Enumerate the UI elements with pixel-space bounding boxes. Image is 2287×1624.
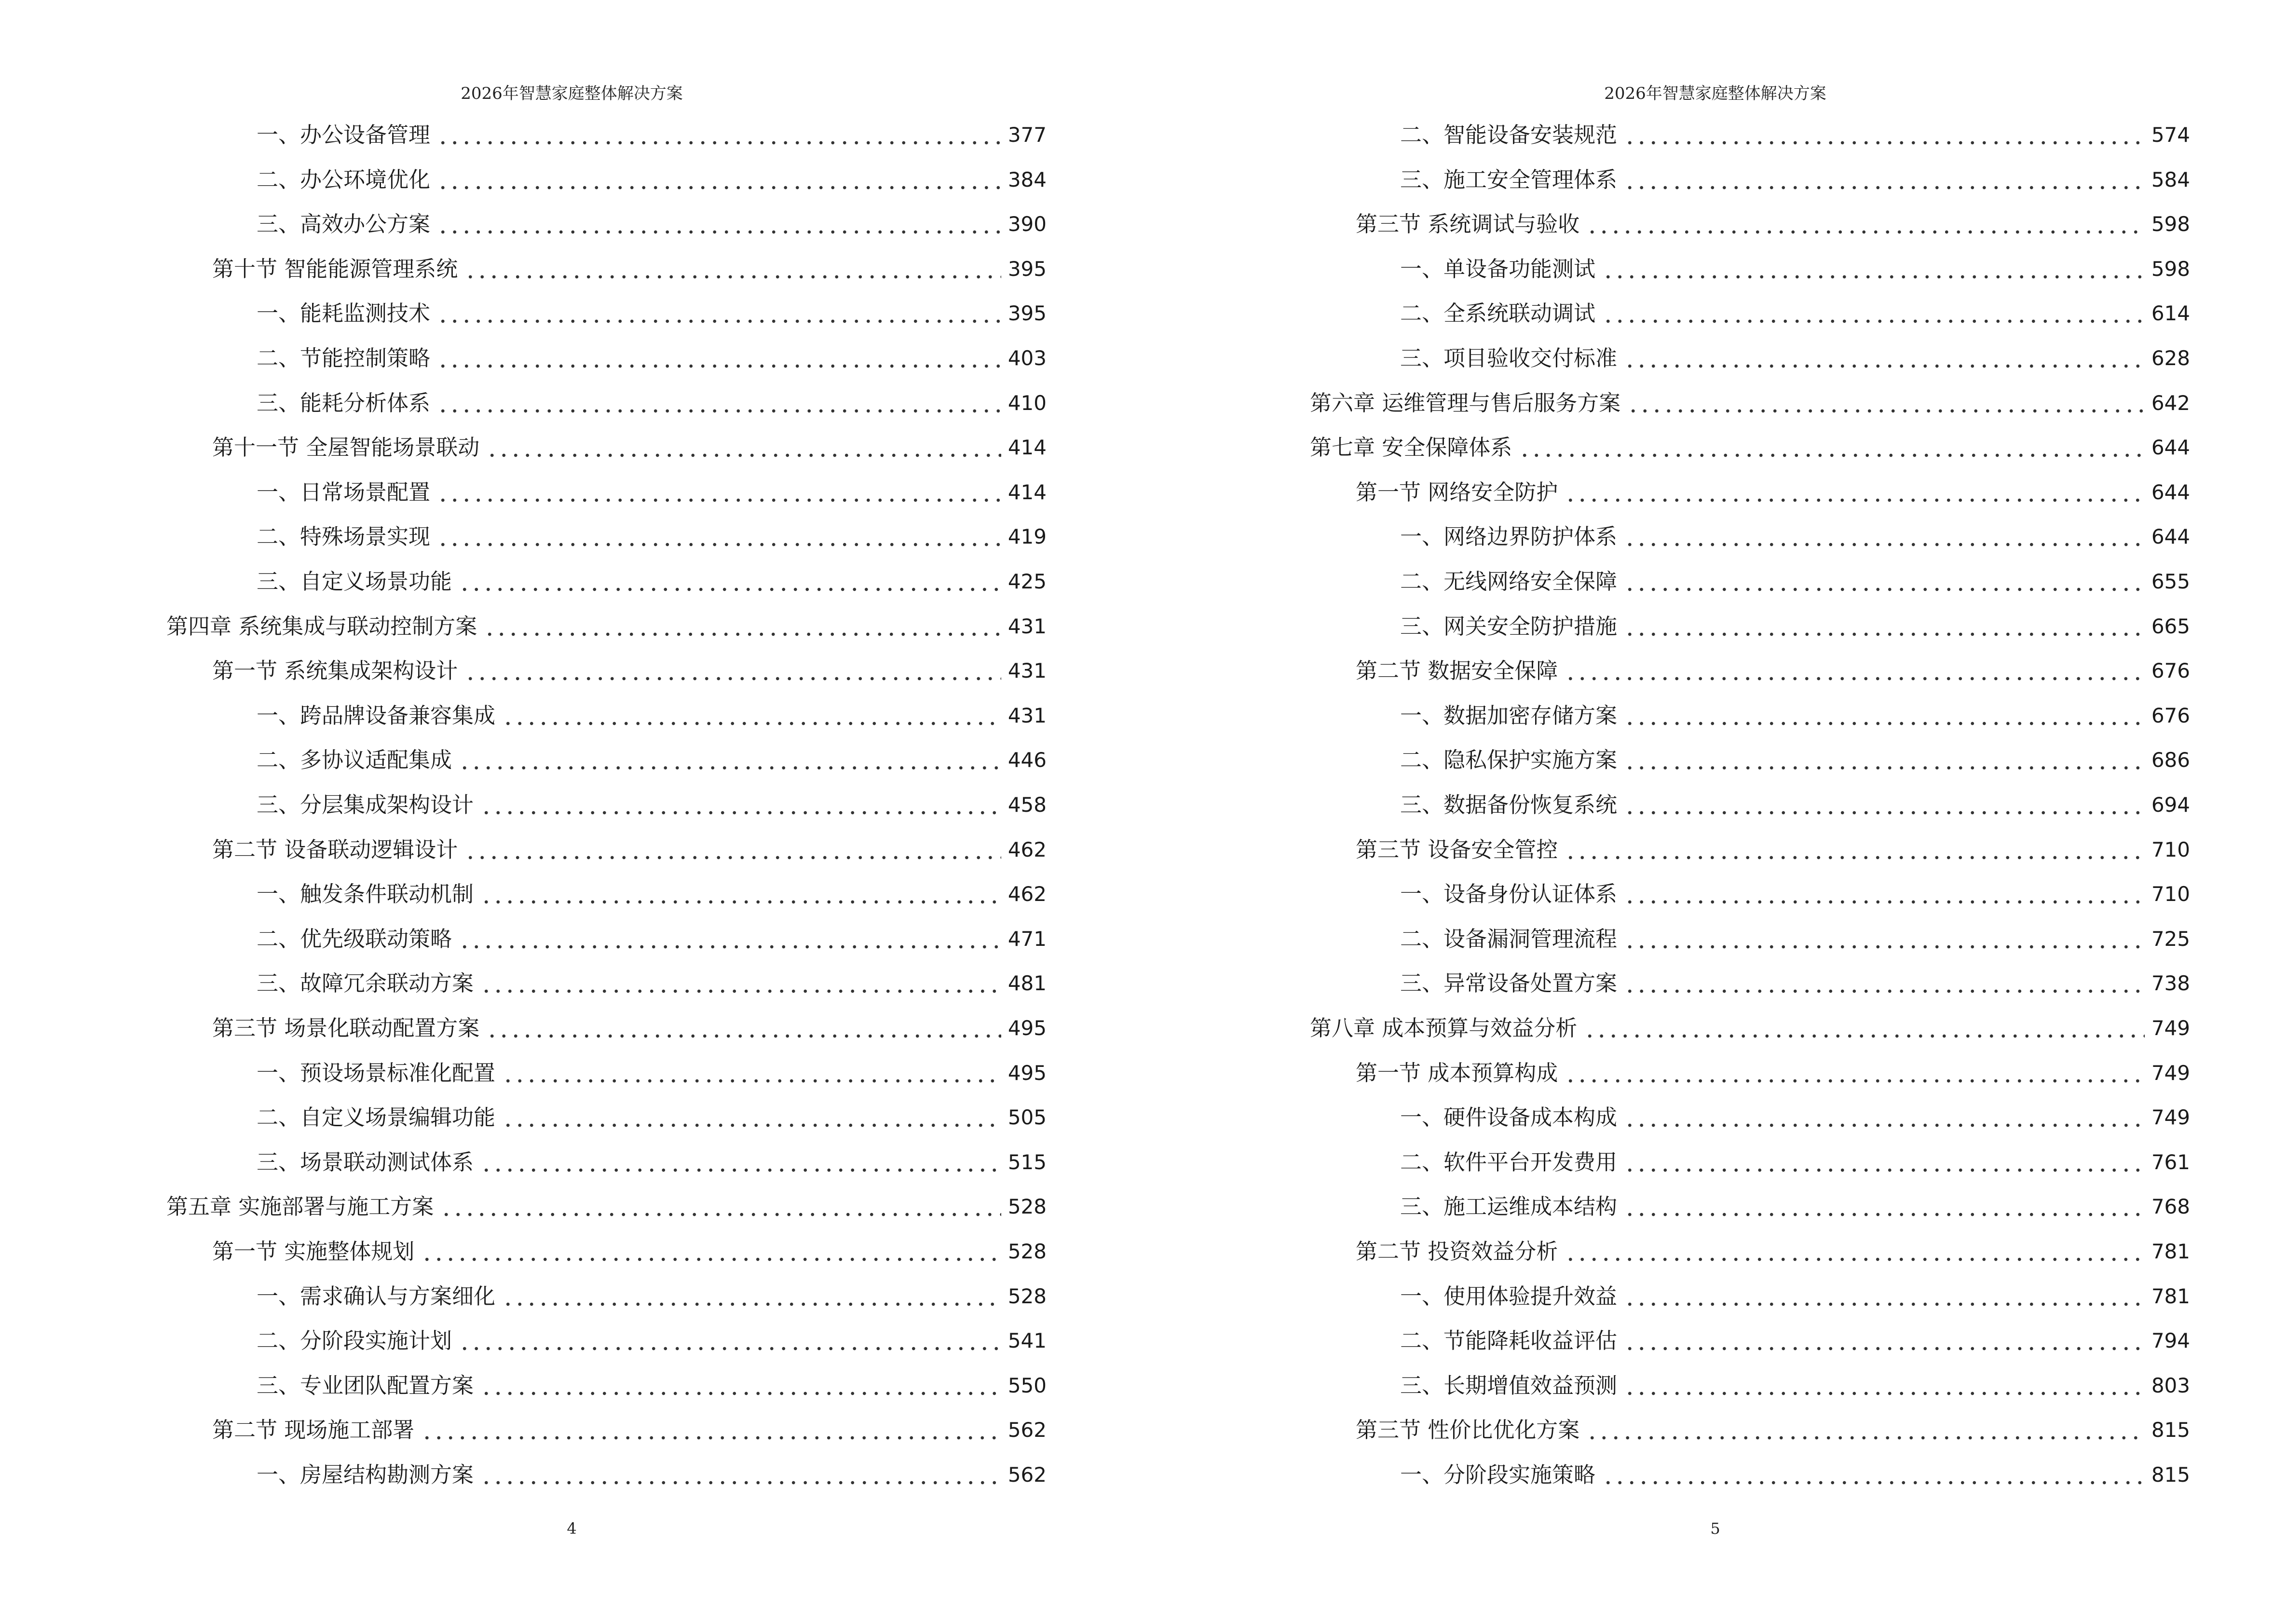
- dot-leader: [1624, 1192, 2145, 1221]
- toc-entry[interactable]: [257, 1460, 1047, 1489]
- toc-entry-page: 471: [1007, 927, 1047, 951]
- dot-leader: [459, 1326, 1001, 1355]
- toc-entry-title: 三、施工运维成本结构: [1400, 1194, 1618, 1220]
- dot-leader: [480, 880, 1001, 909]
- toc-entry-page: 414: [1007, 436, 1047, 460]
- toc-entry[interactable]: [1310, 1014, 2190, 1043]
- dot-leader: [437, 478, 1001, 507]
- dot-leader: [1624, 746, 2145, 775]
- dot-leader: [1624, 880, 2145, 909]
- dot-leader: [1602, 1460, 2145, 1489]
- toc-entry[interactable]: [1400, 1460, 2190, 1489]
- dot-leader: [1624, 1282, 2145, 1311]
- dot-leader: [1624, 121, 2145, 150]
- toc-entry[interactable]: [257, 880, 1047, 909]
- toc-entry-page: 676: [2151, 703, 2190, 727]
- toc-entry[interactable]: [257, 701, 1047, 730]
- toc-entry-page: 410: [1007, 391, 1047, 415]
- toc-entry[interactable]: [212, 1416, 1047, 1445]
- toc-entry[interactable]: [257, 969, 1047, 998]
- toc-entry[interactable]: [1310, 433, 2190, 462]
- toc-entry-page: 749: [2151, 1016, 2190, 1040]
- toc-page-right: [1144, 0, 2287, 1624]
- toc-entry-page: 794: [2151, 1329, 2190, 1353]
- dot-leader: [502, 1103, 1001, 1132]
- toc-entry-page: 414: [1007, 480, 1047, 504]
- dot-leader: [480, 969, 1001, 998]
- toc-entry-page: 550: [1007, 1373, 1047, 1397]
- dot-leader: [437, 389, 1001, 418]
- toc-entry[interactable]: [257, 1371, 1047, 1400]
- toc-entry-title: 三、长期增值效益预测: [1400, 1372, 1618, 1398]
- toc-entry-title: 二、办公环境优化: [257, 166, 431, 192]
- toc-entry-page: 676: [2151, 659, 2190, 683]
- dot-leader: [1565, 656, 2145, 685]
- toc-entry-page: 495: [1007, 1016, 1047, 1040]
- toc-entry-title: 一、办公设备管理: [257, 122, 431, 148]
- toc-entry-title: 第二节 设备联动逻辑设计: [212, 836, 458, 862]
- toc-entry-title: 二、自定义场景编辑功能: [257, 1105, 496, 1131]
- toc-entry[interactable]: [1356, 835, 2190, 864]
- toc-entry-page: 781: [2151, 1240, 2190, 1263]
- dot-leader: [440, 1192, 1001, 1221]
- toc-entry[interactable]: [1400, 1371, 2190, 1400]
- toc-entry-page: 584: [2151, 167, 2190, 191]
- toc-entry-title: 三、场景联动测试体系: [257, 1149, 474, 1175]
- toc-entry-title: 二、特殊场景实现: [257, 524, 431, 550]
- dot-leader: [502, 1059, 1001, 1088]
- dot-leader: [1565, 478, 2145, 507]
- dot-leader: [1624, 522, 2145, 551]
- toc-entry-title: 第三节 设备安全管控: [1356, 836, 1558, 862]
- toc-entry-page: 598: [2151, 212, 2190, 236]
- dot-leader: [421, 1416, 1001, 1445]
- toc-entry[interactable]: [1356, 1059, 2190, 1088]
- toc-entry[interactable]: [257, 478, 1047, 507]
- toc-entry-page: 377: [1007, 123, 1047, 147]
- toc-entry[interactable]: [257, 1103, 1047, 1132]
- toc-entry-page: 749: [2151, 1061, 2190, 1085]
- toc-entry-page: 515: [1007, 1150, 1047, 1174]
- toc-entry[interactable]: [1400, 746, 2190, 775]
- toc-entry-page: 505: [1007, 1105, 1047, 1130]
- dot-leader: [1624, 1103, 2145, 1132]
- dot-leader: [437, 299, 1001, 328]
- toc-entry-page: 725: [2151, 927, 2190, 951]
- toc-entry-page: 562: [1007, 1418, 1047, 1442]
- toc-entry-page: 431: [1007, 614, 1047, 638]
- dot-leader: [1519, 433, 2145, 462]
- toc-entry-page: 781: [2151, 1284, 2190, 1308]
- toc-entry-title: 一、房屋结构勘测方案: [257, 1462, 474, 1488]
- toc-entry-title: 一、触发条件联动机制: [257, 881, 474, 907]
- toc-entry-title: 第六章 运维管理与售后服务方案: [1310, 390, 1621, 416]
- toc-entry[interactable]: [1310, 389, 2190, 418]
- toc-entry-title: 三、数据备份恢复系统: [1400, 792, 1618, 818]
- toc-entry-title: 一、使用体验提升效益: [1400, 1283, 1618, 1309]
- toc-entry-page: 694: [2151, 793, 2190, 817]
- toc-entry[interactable]: [257, 1059, 1047, 1088]
- toc-entry[interactable]: [257, 1326, 1047, 1355]
- dot-leader: [1586, 210, 2145, 239]
- toc-entry-page: 644: [2151, 525, 2190, 549]
- toc-entry-page: 749: [2151, 1105, 2190, 1130]
- toc-entry-title: 一、网络边界防护体系: [1400, 524, 1618, 550]
- toc-entry[interactable]: [1400, 299, 2190, 328]
- toc-entry-title: 第七章 安全保障体系: [1310, 435, 1512, 461]
- toc-entry[interactable]: [212, 255, 1047, 284]
- toc-entry[interactable]: [257, 567, 1047, 596]
- toc-entry[interactable]: [212, 1014, 1047, 1043]
- toc-entry-title: 第十节 智能能源管理系统: [212, 256, 458, 282]
- dot-leader: [1624, 1148, 2145, 1177]
- toc-entry[interactable]: [257, 210, 1047, 239]
- dot-leader: [1602, 255, 2145, 284]
- toc-entry-title: 三、网关安全防护措施: [1400, 613, 1618, 639]
- toc-entry-page: 481: [1007, 971, 1047, 996]
- toc-entry[interactable]: [1400, 1192, 2190, 1221]
- dot-leader: [486, 1014, 1001, 1043]
- dot-leader: [464, 835, 1001, 864]
- toc-entry-title: 第四章 系统集成与联动控制方案: [166, 613, 477, 639]
- toc-entry-title: 一、分阶段实施策略: [1400, 1462, 1596, 1488]
- dot-leader: [480, 1148, 1001, 1177]
- dot-leader: [480, 791, 1001, 819]
- dot-leader: [1624, 969, 2145, 998]
- dot-leader: [437, 522, 1001, 551]
- toc-entry[interactable]: [1400, 1103, 2190, 1132]
- toc-entry-title: 二、软件平台开发费用: [1400, 1149, 1618, 1175]
- toc-entry[interactable]: [257, 746, 1047, 775]
- toc-entry-title: 一、日常场景配置: [257, 479, 431, 505]
- toc-entry[interactable]: [1400, 880, 2190, 909]
- dot-leader: [486, 433, 1001, 462]
- toc-entry-page: 738: [2151, 971, 2190, 996]
- toc-entry-title: 第三节 场景化联动配置方案: [212, 1015, 480, 1041]
- toc-entry-title: 三、高效办公方案: [257, 211, 431, 237]
- toc-entry-title: 二、分阶段实施计划: [257, 1328, 452, 1354]
- toc-entry-title: 第一节 系统集成架构设计: [212, 658, 458, 684]
- toc-entry-title: 第二节 数据安全保障: [1356, 658, 1558, 684]
- toc-entry-page: 528: [1007, 1284, 1047, 1308]
- toc-entry-page: 614: [2151, 301, 2190, 326]
- toc-entry-title: 三、故障冗余联动方案: [257, 970, 474, 996]
- toc-entry-page: 644: [2151, 480, 2190, 504]
- toc-entry-page: 815: [2151, 1418, 2190, 1442]
- dot-leader: [1584, 1014, 2145, 1043]
- toc-entry-page: 815: [2151, 1463, 2190, 1487]
- dot-leader: [502, 1282, 1001, 1311]
- toc-entry[interactable]: [1400, 701, 2190, 730]
- toc-entry[interactable]: [1400, 255, 2190, 284]
- toc-entry[interactable]: [257, 299, 1047, 328]
- toc-entry-title: 一、能耗监测技术: [257, 300, 431, 327]
- running-header: 2026年智慧家庭整体解决方案: [461, 84, 683, 103]
- toc-entry[interactable]: [257, 389, 1047, 418]
- dot-leader: [1624, 165, 2145, 194]
- toc-entry[interactable]: [1400, 165, 2190, 194]
- dot-leader: [480, 1371, 1001, 1400]
- toc-entry-page: 598: [2151, 257, 2190, 281]
- dot-leader: [1565, 1059, 2145, 1088]
- toc-entry-page: 768: [2151, 1195, 2190, 1219]
- toc-entry-title: 第一节 网络安全防护: [1356, 479, 1558, 505]
- toc-entry[interactable]: [212, 656, 1047, 685]
- toc-entry-title: 一、硬件设备成本构成: [1400, 1105, 1618, 1131]
- dot-leader: [502, 701, 1001, 730]
- toc-entry-title: 二、智能设备安装规范: [1400, 122, 1618, 148]
- dot-leader: [1624, 791, 2145, 819]
- toc-entry[interactable]: [166, 612, 1047, 641]
- dot-leader: [437, 210, 1001, 239]
- dot-leader: [1624, 612, 2145, 641]
- dot-leader: [437, 121, 1001, 150]
- toc-entry[interactable]: [166, 1192, 1047, 1221]
- toc-entry[interactable]: [1400, 969, 2190, 998]
- toc-entry-page: 562: [1007, 1463, 1047, 1487]
- toc-entry[interactable]: [1356, 656, 2190, 685]
- toc-entry-page: 655: [2151, 570, 2190, 593]
- toc-entry-title: 三、自定义场景功能: [257, 569, 452, 594]
- dot-leader: [437, 344, 1001, 373]
- toc-entry-title: 二、优先级联动策略: [257, 926, 452, 952]
- dot-leader: [1624, 344, 2145, 373]
- toc-entry-page: 761: [2151, 1150, 2190, 1174]
- dot-leader: [1624, 1371, 2145, 1400]
- dot-leader: [1586, 1416, 2145, 1445]
- toc-entry-page: 644: [2151, 436, 2190, 460]
- toc-entry[interactable]: [257, 791, 1047, 819]
- toc-entry-title: 第五章 实施部署与施工方案: [166, 1194, 434, 1220]
- toc-entry-page: 803: [2151, 1373, 2190, 1397]
- toc-entry-page: 403: [1007, 346, 1047, 370]
- dot-leader: [1624, 925, 2145, 954]
- toc-entry[interactable]: [1400, 121, 2190, 150]
- toc-entry-title: 二、节能降耗收益评估: [1400, 1328, 1618, 1354]
- toc-entry-title: 第三节 性价比优化方案: [1356, 1417, 1580, 1443]
- toc-entry-page: 686: [2151, 748, 2190, 772]
- dot-leader: [1627, 389, 2145, 418]
- dot-leader: [1602, 299, 2145, 328]
- dot-leader: [1624, 701, 2145, 730]
- toc-entry-page: 446: [1007, 748, 1047, 772]
- dot-leader: [459, 567, 1001, 596]
- toc-entry[interactable]: [1356, 1237, 2190, 1266]
- toc-entry-page: 395: [1007, 301, 1047, 326]
- toc-entry[interactable]: [257, 344, 1047, 373]
- toc-entry-title: 三、施工安全管理体系: [1400, 166, 1618, 192]
- dot-leader: [421, 1237, 1001, 1266]
- toc-entry[interactable]: [257, 925, 1047, 954]
- dot-leader: [464, 255, 1001, 284]
- toc-entry-title: 二、设备漏洞管理流程: [1400, 926, 1618, 952]
- toc-entry-title: 第十一节 全屋智能场景联动: [212, 435, 480, 461]
- toc-entry-title: 第一节 成本预算构成: [1356, 1060, 1558, 1086]
- toc-entry-title: 二、节能控制策略: [257, 345, 431, 371]
- toc-entry[interactable]: [1356, 210, 2190, 239]
- toc-entry-title: 三、异常设备处置方案: [1400, 970, 1618, 996]
- toc-entry-page: 462: [1007, 882, 1047, 906]
- dot-leader: [1624, 567, 2145, 596]
- dot-leader: [459, 746, 1001, 775]
- toc-entry-page: 710: [2151, 882, 2190, 906]
- toc-entry[interactable]: [1400, 791, 2190, 819]
- toc-entry-page: 710: [2151, 837, 2190, 861]
- dot-leader: [437, 165, 1001, 194]
- toc-entry-page: 642: [2151, 391, 2190, 415]
- toc-entry[interactable]: [1356, 478, 2190, 507]
- toc-entry-page: 628: [2151, 346, 2190, 370]
- toc-entry-page: 528: [1007, 1195, 1047, 1219]
- toc-entry-page: 384: [1007, 167, 1047, 191]
- dot-leader: [1624, 1326, 2145, 1355]
- dot-leader: [1565, 1237, 2145, 1266]
- toc-entry-page: 419: [1007, 525, 1047, 549]
- toc-entry[interactable]: [1400, 344, 2190, 373]
- toc-entry[interactable]: [1400, 1148, 2190, 1177]
- toc-entry[interactable]: [257, 1282, 1047, 1311]
- toc-entry-page: 574: [2151, 123, 2190, 147]
- toc-entry-title: 第一节 实施整体规划: [212, 1239, 415, 1264]
- toc-entry-page: 458: [1007, 793, 1047, 817]
- toc-entry-title: 第二节 现场施工部署: [212, 1417, 415, 1443]
- toc-entry[interactable]: [1356, 1416, 2190, 1445]
- toc-entry-page: 462: [1007, 837, 1047, 861]
- toc-entry-title: 二、隐私保护实施方案: [1400, 747, 1618, 773]
- toc-entry-page: 431: [1007, 703, 1047, 727]
- toc-entry-page: 425: [1007, 570, 1047, 593]
- toc-entry[interactable]: [212, 1237, 1047, 1266]
- toc-entry-page: 390: [1007, 212, 1047, 236]
- toc-entry[interactable]: [212, 835, 1047, 864]
- toc-entry-title: 三、能耗分析体系: [257, 390, 431, 416]
- toc-entry-title: 一、需求确认与方案细化: [257, 1283, 496, 1309]
- toc-entry-page: 495: [1007, 1061, 1047, 1085]
- toc-entry-title: 二、全系统联动调试: [1400, 300, 1596, 327]
- toc-entry-page: 528: [1007, 1240, 1047, 1263]
- toc-entry[interactable]: [257, 522, 1047, 551]
- dot-leader: [459, 925, 1001, 954]
- toc-entry[interactable]: [1400, 612, 2190, 641]
- toc-entry[interactable]: [1400, 1326, 2190, 1355]
- toc-entry-title: 三、项目验收交付标准: [1400, 345, 1618, 371]
- page-number: 5: [1710, 1519, 1720, 1538]
- toc-entry-title: 一、单设备功能测试: [1400, 256, 1596, 282]
- toc-entry-title: 一、设备身份认证体系: [1400, 881, 1618, 907]
- dot-leader: [1565, 835, 2145, 864]
- toc-entry-page: 431: [1007, 659, 1047, 683]
- dot-leader: [484, 612, 1001, 641]
- toc-entry[interactable]: [1400, 522, 2190, 551]
- toc-entry[interactable]: [257, 165, 1047, 194]
- toc-entry[interactable]: [257, 1148, 1047, 1177]
- toc-entry[interactable]: [1400, 1282, 2190, 1311]
- running-header: 2026年智慧家庭整体解决方案: [1604, 84, 1826, 103]
- toc-entry-title: 三、专业团队配置方案: [257, 1372, 474, 1398]
- dot-leader: [464, 656, 1001, 685]
- toc-entry-title: 一、预设场景标准化配置: [257, 1060, 496, 1086]
- toc-entry[interactable]: [1400, 925, 2190, 954]
- toc-entry-page: 395: [1007, 257, 1047, 281]
- toc-entry-title: 第三节 系统调试与验收: [1356, 211, 1580, 237]
- toc-entry[interactable]: [212, 433, 1047, 462]
- toc-entry-title: 第八章 成本预算与效益分析: [1310, 1015, 1578, 1041]
- toc-entry-page: 541: [1007, 1329, 1047, 1353]
- page-number: 4: [567, 1519, 577, 1538]
- dot-leader: [480, 1460, 1001, 1489]
- toc-entry[interactable]: [257, 121, 1047, 150]
- toc-entry-title: 一、数据加密存储方案: [1400, 702, 1618, 728]
- toc-entry-title: 二、多协议适配集成: [257, 747, 452, 773]
- toc-entry-title: 一、跨品牌设备兼容集成: [257, 702, 496, 728]
- toc-entry-title: 第二节 投资效益分析: [1356, 1239, 1558, 1264]
- toc-entry-title: 三、分层集成架构设计: [257, 792, 474, 818]
- toc-entry-page: 665: [2151, 614, 2190, 638]
- toc-entry[interactable]: [1400, 567, 2190, 596]
- toc-entry-title: 二、无线网络安全保障: [1400, 569, 1618, 594]
